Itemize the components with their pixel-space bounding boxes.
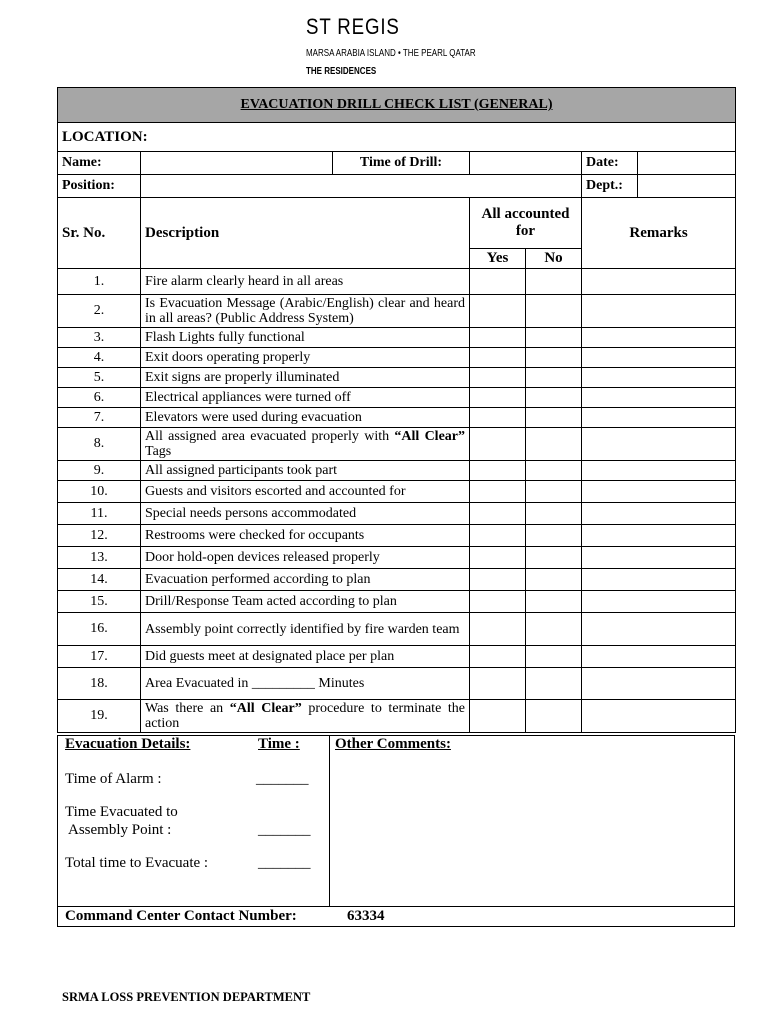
no-header: No [526, 249, 582, 269]
checklist-row [58, 481, 736, 503]
remarks-cell[interactable] [582, 408, 736, 428]
row-description-text: procedure to terminate the action [145, 701, 466, 731]
checklist-row [58, 646, 736, 668]
remarks-cell[interactable] [582, 328, 736, 348]
form-title: EVACUATION DRILL CHECK LIST (GENERAL) [58, 88, 736, 123]
row-number: 10. [58, 481, 141, 503]
row-number: 7. [58, 408, 141, 428]
time-of-drill-input[interactable] [470, 152, 582, 175]
command-center-label: Command Center Contact Number: [65, 908, 297, 924]
no-checkbox-cell[interactable] [526, 461, 582, 481]
yes-checkbox-cell[interactable] [470, 295, 526, 328]
no-checkbox-cell[interactable] [526, 569, 582, 591]
yes-checkbox-cell[interactable] [470, 328, 526, 348]
row-number: 11. [58, 503, 141, 525]
row-number: 17. [58, 646, 141, 668]
yes-checkbox-cell[interactable] [470, 388, 526, 408]
position-label: Position: [58, 175, 141, 198]
row-number: 5. [58, 368, 141, 388]
yes-checkbox-cell[interactable] [470, 481, 526, 503]
checklist-row [58, 428, 736, 461]
checklist-row [58, 368, 736, 388]
all-accounted-header: All accounted for [470, 198, 582, 249]
row-description-text: Tags [145, 444, 172, 459]
location-field[interactable] [58, 123, 736, 152]
remarks-cell[interactable] [582, 547, 736, 569]
checklist-row [58, 388, 736, 408]
time-evacuated-blank[interactable]: _______ [258, 822, 311, 838]
row-number: 16. [58, 613, 141, 646]
evacuation-details-heading: Evacuation Details: [65, 736, 191, 752]
dept-input[interactable] [638, 175, 736, 198]
evacuation-details-section [57, 735, 735, 927]
remarks-cell[interactable] [582, 295, 736, 328]
row-description: All assigned participants took part [141, 461, 470, 481]
yes-checkbox-cell[interactable] [470, 547, 526, 569]
row-description [141, 428, 470, 461]
brand-residences: THE RESIDENCES [306, 66, 377, 77]
checklist-row [58, 613, 736, 646]
time-heading: Time : [258, 736, 300, 752]
yes-checkbox-cell[interactable] [470, 613, 526, 646]
evacuation-details-panel [58, 736, 330, 906]
remarks-cell[interactable] [582, 269, 736, 295]
st-regis-logo [306, 14, 518, 78]
no-checkbox-cell[interactable] [526, 368, 582, 388]
location-label: LOCATION: [62, 128, 148, 145]
checklist-rows [58, 269, 736, 733]
yes-checkbox-cell[interactable] [470, 700, 526, 733]
row-description-text: Was there an [145, 701, 230, 716]
row-number: 2. [58, 295, 141, 328]
row-description: Special needs persons accommodated [141, 503, 470, 525]
yes-checkbox-cell[interactable] [470, 428, 526, 461]
row-number: 18. [58, 668, 141, 700]
row-description-text: All assigned area evacuated properly with [145, 429, 395, 444]
row-number: 8. [58, 428, 141, 461]
checklist-row [58, 503, 736, 525]
remarks-cell[interactable] [582, 503, 736, 525]
date-label: Date: [582, 152, 638, 175]
command-center-row [58, 906, 734, 928]
yes-checkbox-cell[interactable] [470, 503, 526, 525]
row-description-bold: “All Clear” [394, 429, 465, 444]
checklist-row [58, 295, 736, 328]
no-checkbox-cell[interactable] [526, 646, 582, 668]
row-description: Door hold-open devices released properly [141, 547, 470, 569]
remarks-cell[interactable] [582, 388, 736, 408]
no-checkbox-cell[interactable] [526, 428, 582, 461]
checklist-row [58, 461, 736, 481]
no-checkbox-cell[interactable] [526, 613, 582, 646]
checklist-row [58, 668, 736, 700]
date-input[interactable] [638, 152, 736, 175]
remarks-cell[interactable] [582, 481, 736, 503]
checklist-form [57, 87, 736, 733]
footer-department: SRMA LOSS PREVENTION DEPARTMENT [62, 990, 311, 1004]
row-description: Drill/Response Team acted according to plan [141, 591, 470, 613]
row-description: Assembly point correctly identified by fire warden team [141, 613, 470, 646]
remarks-cell[interactable] [582, 348, 736, 368]
row-number: 6. [58, 388, 141, 408]
time-evacuated-label-1: Time Evacuated to [65, 804, 178, 820]
checklist-row [58, 328, 736, 348]
remarks-cell[interactable] [582, 461, 736, 481]
checklist-row [58, 348, 736, 368]
remarks-cell[interactable] [582, 646, 736, 668]
name-input[interactable] [141, 152, 333, 175]
other-comments-heading: Other Comments: [335, 736, 451, 752]
row-description: Restrooms were checked for occupants [141, 525, 470, 547]
checklist-row [58, 569, 736, 591]
row-description: Area Evacuated in _________ Minutes [141, 668, 470, 700]
checklist-row [58, 525, 736, 547]
yes-header: Yes [470, 249, 526, 269]
row-description: Fire alarm clearly heard in all areas [141, 269, 470, 295]
row-description: Did guests meet at designated place per plan [141, 646, 470, 668]
row-description-bold: “All Clear” [229, 701, 302, 716]
remarks-cell[interactable] [582, 368, 736, 388]
row-number: 9. [58, 461, 141, 481]
yes-checkbox-cell[interactable] [470, 408, 526, 428]
no-checkbox-cell[interactable] [526, 348, 582, 368]
checklist-row [58, 700, 736, 733]
total-time-blank[interactable]: _______ [258, 855, 311, 871]
no-checkbox-cell[interactable] [526, 295, 582, 328]
sr-no-header: Sr. No. [58, 198, 141, 269]
yes-checkbox-cell[interactable] [470, 591, 526, 613]
row-description: Evacuation performed according to plan [141, 569, 470, 591]
yes-checkbox-cell[interactable] [470, 668, 526, 700]
row-number: 14. [58, 569, 141, 591]
yes-checkbox-cell[interactable] [470, 368, 526, 388]
row-number: 13. [58, 547, 141, 569]
row-number: 19. [58, 700, 141, 733]
brand-name: ST REGIS [306, 14, 400, 39]
row-number: 3. [58, 328, 141, 348]
remarks-cell[interactable] [582, 700, 736, 733]
no-checkbox-cell[interactable] [526, 591, 582, 613]
checklist-row [58, 269, 736, 295]
remarks-cell[interactable] [582, 613, 736, 646]
brand-location: MARSA ARABIA ISLAND • THE PEARL QATAR [306, 48, 476, 59]
no-checkbox-cell[interactable] [526, 700, 582, 733]
remarks-header: Remarks [582, 198, 736, 269]
row-description: Flash Lights fully functional [141, 328, 470, 348]
time-of-alarm-blank[interactable]: _______ [256, 771, 309, 787]
no-checkbox-cell[interactable] [526, 503, 582, 525]
dept-label: Dept.: [582, 175, 638, 198]
time-of-drill-label: Time of Drill: [333, 152, 470, 175]
no-checkbox-cell[interactable] [526, 668, 582, 700]
remarks-cell[interactable] [582, 428, 736, 461]
row-description [141, 700, 470, 733]
no-checkbox-cell[interactable] [526, 269, 582, 295]
no-checkbox-cell[interactable] [526, 525, 582, 547]
checklist-row [58, 547, 736, 569]
position-input[interactable] [141, 175, 582, 198]
row-description: Elevators were used during evacuation [141, 408, 470, 428]
time-evacuated-label-2: Assembly Point : [68, 822, 172, 838]
yes-checkbox-cell[interactable] [470, 646, 526, 668]
description-header: Description [141, 198, 470, 269]
row-description: Guests and visitors escorted and accounted for [141, 481, 470, 503]
row-number: 1. [58, 269, 141, 295]
time-of-alarm-label: Time of Alarm : [65, 771, 162, 787]
no-checkbox-cell[interactable] [526, 388, 582, 408]
remarks-cell[interactable] [582, 569, 736, 591]
checklist-row [58, 408, 736, 428]
row-number: 12. [58, 525, 141, 547]
remarks-cell[interactable] [582, 591, 736, 613]
no-checkbox-cell[interactable] [526, 481, 582, 503]
no-checkbox-cell[interactable] [526, 328, 582, 348]
row-description: Is Evacuation Message (Arabic/English) clear and heard in all areas? (Public Address System) [141, 295, 470, 328]
row-description: Electrical appliances were turned off [141, 388, 470, 408]
remarks-cell[interactable] [582, 668, 736, 700]
no-checkbox-cell[interactable] [526, 547, 582, 569]
no-checkbox-cell[interactable] [526, 408, 582, 428]
checklist-row [58, 591, 736, 613]
row-number: 15. [58, 591, 141, 613]
yes-checkbox-cell[interactable] [470, 348, 526, 368]
row-description: Exit doors operating properly [141, 348, 470, 368]
yes-checkbox-cell[interactable] [470, 461, 526, 481]
name-label: Name: [58, 152, 141, 175]
remarks-cell[interactable] [582, 525, 736, 547]
row-number: 4. [58, 348, 141, 368]
row-description: Exit signs are properly illuminated [141, 368, 470, 388]
yes-checkbox-cell[interactable] [470, 569, 526, 591]
total-time-label: Total time to Evacuate : [65, 855, 209, 871]
yes-checkbox-cell[interactable] [470, 525, 526, 547]
yes-checkbox-cell[interactable] [470, 269, 526, 295]
command-center-number: 63334 [347, 908, 385, 924]
